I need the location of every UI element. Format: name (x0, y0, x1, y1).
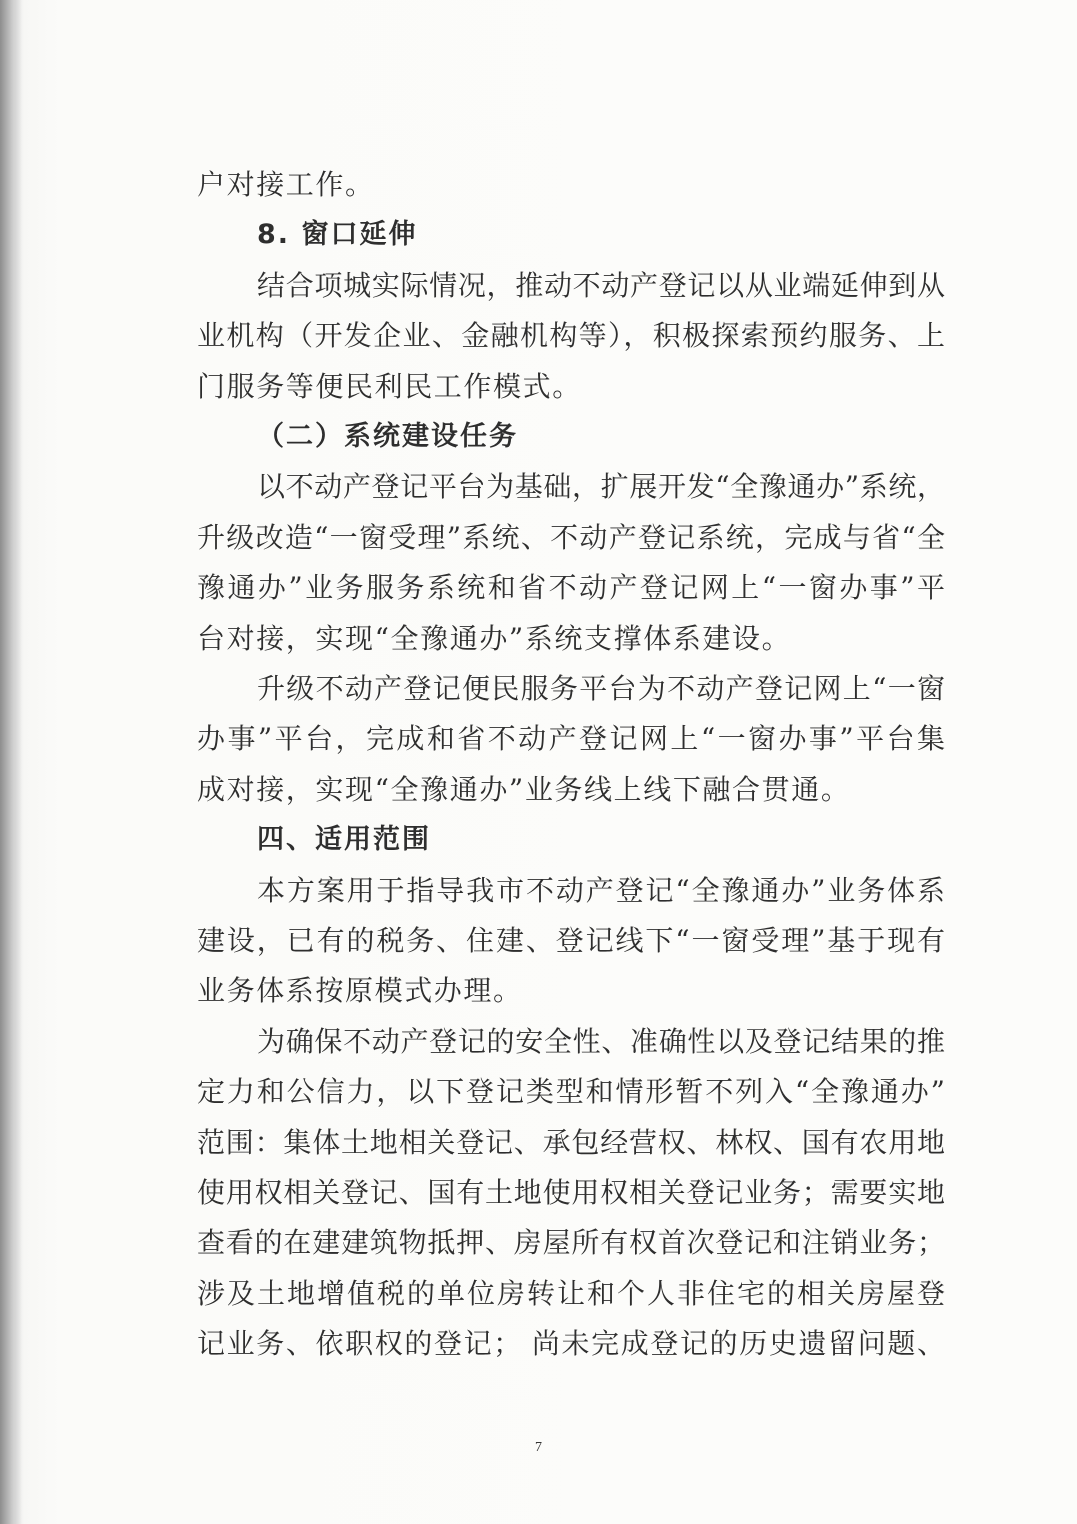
paragraph-line: 查看的在建建筑物抵押、房屋所有权首次登记和注销业务； (197, 1226, 945, 1260)
paragraph-line: 涉及土地增值税的单位房转让和个人非住宅的相关房屋登 (197, 1276, 945, 1310)
paragraph-line: 记业务、依职权的登记； 尚未完成登记的历史遗留问题、 (197, 1327, 945, 1361)
paragraph-line: 升级改造“一窗受理”系统、不动产登记系统，完成与省“全 (197, 520, 945, 554)
paragraph-line: 成对接，实现“全豫通办”业务线上线下融合贯通。 (197, 772, 851, 806)
paragraph-line: 业务体系按原模式办理。 (197, 974, 523, 1008)
paragraph-line: 业机构（开发企业、金融机构等），积极探索预约服务、上 (197, 319, 945, 353)
section-heading: 8. 窗口延伸 (257, 219, 418, 251)
paragraph-line: 豫通办”业务服务系统和省不动产登记网上“一窗办事”平 (197, 571, 945, 605)
paragraph-line: 办事”平台，完成和省不动产登记网上“一窗办事”平台集 (197, 722, 945, 756)
page-number: 7 (535, 1440, 542, 1455)
paragraph-line: 升级不动产登记便民服务平台为不动产登记网上“一窗 (257, 672, 945, 705)
paragraph-line: 以不动产登记平台为基础，扩展开发“全豫通办”系统， (257, 470, 945, 504)
paragraph-line: 定力和公信力，以下登记类型和情形暂不列入“全豫通办” (197, 1075, 945, 1109)
paragraph-line: 结合项城实际情况，推动不动产登记以从业端延伸到从 (257, 268, 945, 302)
paragraph-line: 建设，已有的税务、住建、登记线下“一窗受理”基于现有 (197, 924, 945, 957)
paragraph-line: 台对接，实现“全豫通办”系统支撑体系建设。 (197, 621, 792, 655)
section-heading: （二）系统建设任务 (257, 421, 518, 452)
paragraph-line: 范围：集体土地相关登记、承包经营权、林权、国有农用地 (197, 1125, 945, 1159)
paragraph-line: 门服务等便民利民工作模式。 (197, 369, 582, 403)
section-heading: 四、适用范围 (257, 824, 431, 856)
paragraph-line: 使用权相关登记、国有土地使用权相关登记业务；需要实地 (197, 1176, 945, 1209)
paragraph-line: 为确保不动产登记的安全性、准确性以及登记结果的推 (257, 1024, 945, 1058)
paragraph-line: 户对接工作。 (197, 168, 375, 201)
paragraph-line: 本方案用于指导我市不动产登记“全豫通办”业务体系 (257, 873, 945, 907)
scan-edge-shadow (0, 0, 22, 1524)
